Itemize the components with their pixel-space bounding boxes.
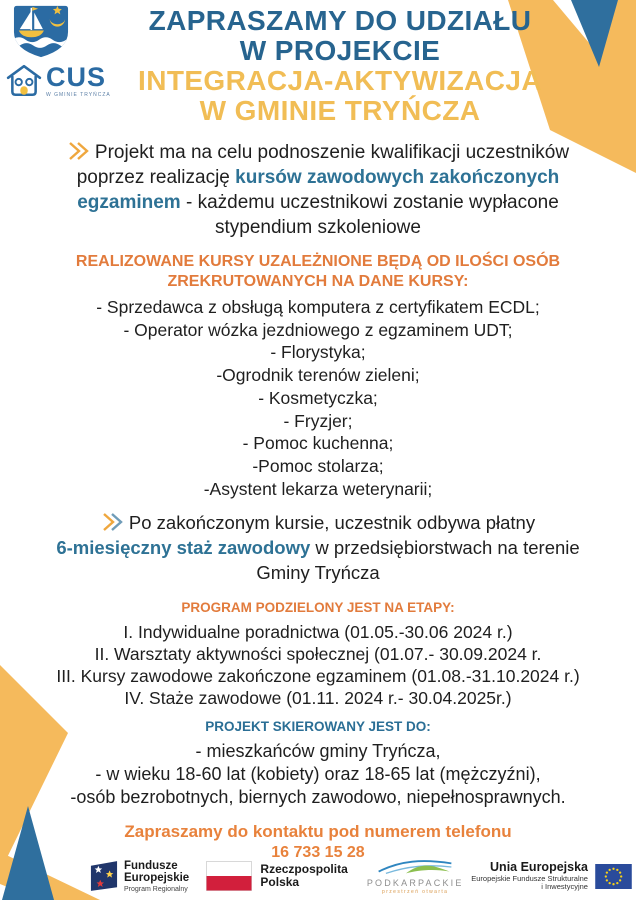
podkarpackie-swoosh-icon [372, 857, 458, 877]
course-item: -Ogrodnik terenów zieleni; [216, 365, 420, 386]
program-heading: PROGRAM PODZIELONY JEST NA ETAPY: [181, 600, 455, 616]
course-item: -Asystent lekarza weterynarii; [203, 478, 433, 499]
courses-list [0, 296, 636, 500]
footer-logos [90, 854, 632, 898]
poland-flag-icon [206, 861, 252, 891]
poster-body [0, 136, 636, 863]
eu-flag-icon [595, 864, 632, 889]
eu-name: Unia Europejska [490, 859, 588, 874]
audience-item: - w wieku 18-60 lat (kobiety) oraz 18-65 lat (mężczyźni), [95, 764, 541, 785]
cus-subtitle: W GMINIE TRYŃCZA [46, 92, 111, 98]
cus-logo [6, 62, 111, 100]
course-item: - Operator wózka jezdniowego z egzaminem UDT; [123, 319, 513, 340]
stage-item: II. Warsztaty aktywności społecznej (01.07.- 30.09.2024 r. [94, 644, 542, 665]
internship-highlight: 6-miesięczny staż zawodowy [56, 537, 311, 559]
podkarpackie-name: PODKARPACKIE [366, 878, 464, 888]
logo-rzeczpospolita-polska [206, 861, 360, 891]
course-item: - Kosmetyczka; [258, 387, 378, 408]
intro-line4: stypendium szkoleniowe [215, 217, 421, 238]
logo-unia-europejska [470, 861, 632, 892]
internship-line1: Po zakończonym kursie, uczestnik odbywa płatny [128, 512, 536, 534]
page-title [95, 6, 585, 126]
cus-acronym: CUS [46, 62, 107, 92]
stage-item: I. Indywidualne poradnictwa (01.05.-30.06 2024 r.) [123, 622, 513, 643]
intro-line3: - każdemu uczestnikowi zostanie wypłacone [180, 192, 559, 213]
internship-line3: Gminy Tryńcza [256, 562, 380, 584]
podkarpackie-subtitle: przestrzeń otwarta [382, 889, 449, 895]
courses-heading-line2: ZREKRUTOWANYCH NA DANE KURSY: [167, 273, 469, 290]
course-item: -Pomoc stolarza; [252, 455, 384, 476]
fundusze-subtitle: Program Regionalny [124, 885, 188, 893]
course-item: - Pomoc kuchenna; [242, 433, 394, 454]
internship-line2: w przedsiębiorstwach na terenie [310, 537, 580, 559]
contact-phone: 16 733 15 28 [271, 844, 365, 862]
cus-house-icon [6, 62, 42, 100]
audience-item: - mieszkańców gminy Tryńcza, [195, 741, 441, 762]
fundusze-name: Fundusze Europejskie [124, 859, 190, 884]
double-chevron-icon [67, 140, 91, 162]
eu-subtitle: Europejskie Fundusze Strukturalne i Inwestycyjne [471, 873, 588, 891]
logo-podkarpackie [367, 857, 464, 895]
audience-item: -osób bezrobotnych, biernych zawodowo, niepełnosprawnych. [70, 787, 566, 808]
audience-heading: PROJEKT SKIEROWANY JEST DO: [205, 719, 431, 735]
contact-invite: Zapraszamy do kontaktu pod numerem telefonu [124, 822, 512, 842]
stage-item: III. Kursy zawodowe zakończone egzaminem (01.08.-31.10.2024 r.) [56, 666, 580, 687]
title-line-3: INTEGRACJA-AKTYWIZACJA [138, 65, 542, 96]
program-stages [0, 621, 636, 709]
title-line-2: W PROJEKCIE [239, 35, 441, 66]
title-line-1: ZAPRASZAMY DO UDZIAŁU [148, 5, 532, 36]
courses-heading-line1: REALIZOWANE KURSY UZALEŻNIONE BĘDĄ OD ILOŚCI OSÓB [75, 253, 561, 270]
double-chevron-icon [101, 511, 125, 533]
intro-line1: Projekt ma na celu podnoszenie kwalifikacji uczestników [94, 142, 570, 163]
poland-name: Rzeczpospolita Polska [260, 862, 348, 889]
title-line-4: W GMINIE TRYŃCZA [199, 95, 481, 126]
course-item: - Fryzjer; [283, 410, 353, 431]
logo-fundusze-europejskie [90, 860, 200, 893]
course-item: - Florystyka; [270, 342, 366, 363]
intro-line2: poprzez realizację [76, 167, 236, 188]
internship-paragraph [18, 510, 618, 585]
intro-paragraph [28, 140, 608, 240]
tryncza-coat-of-arms [10, 3, 72, 59]
stage-item: IV. Staże zawodowe (01.11. 2024 r.- 30.04.2025r.) [124, 688, 512, 709]
fundusze-flag-icon [90, 860, 118, 892]
intro-line2-highlight: kursów zawodowych zakończonych [235, 167, 560, 188]
intro-line3-highlight: egzaminem [77, 192, 181, 213]
courses-heading [0, 252, 636, 292]
course-item: - Sprzedawca z obsługą komputera z certyfikatem ECDL; [96, 297, 540, 317]
audience-list [0, 740, 636, 809]
